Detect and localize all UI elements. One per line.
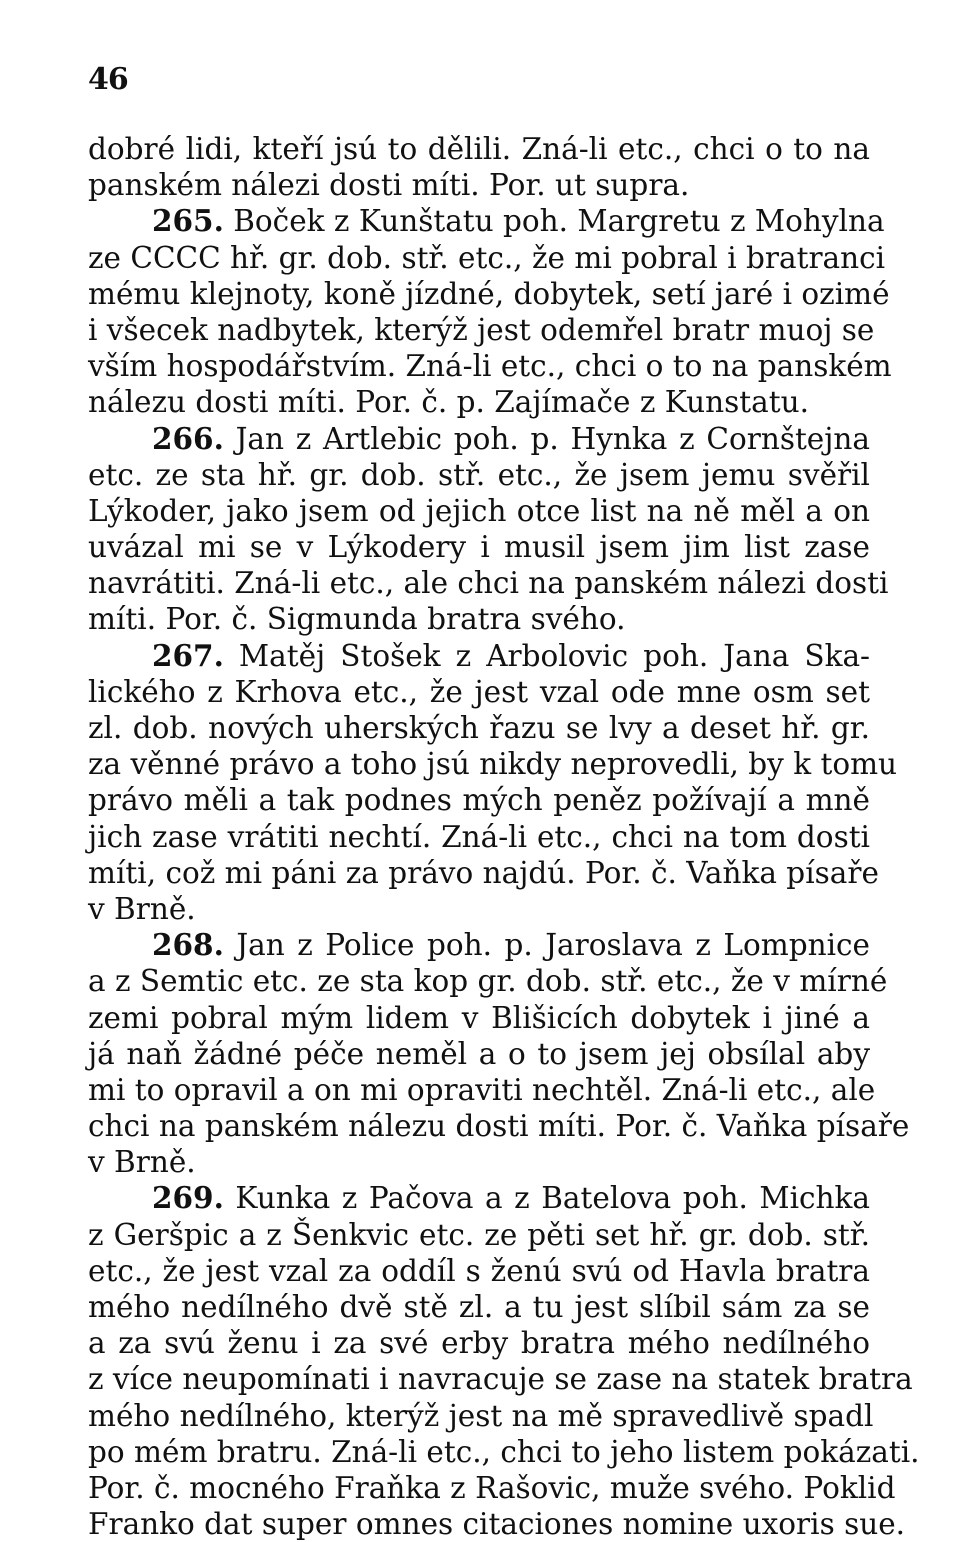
text-line (88, 529, 870, 565)
line-text: dobré lidi, kteří jsú to dělili. Zná-li etc., chci o to na (88, 132, 870, 166)
entry-number: 268. (152, 927, 224, 963)
line-text: zemi pobral mým lidem v Blišicích dobytek i jiné a (88, 1000, 870, 1035)
text-line (88, 1000, 870, 1036)
text-line (88, 565, 889, 601)
text-line (88, 1434, 920, 1470)
text-line (88, 1108, 910, 1144)
text-line (88, 240, 886, 276)
line-text: Matěj Stošek z Arbolovic poh. Jana Ska- (223, 638, 870, 673)
text-line (88, 493, 870, 529)
text-line (88, 1398, 874, 1434)
text-line (88, 1361, 913, 1397)
line-text: já naň žádné péče neměl a o to jsem jej obsílal aby (88, 1036, 870, 1071)
line-text: míti, což mi páni za právo najdú. Por. č. Vaňka písaře (88, 855, 879, 890)
line-text: mého nedílného, kterýž jest na mě spravedlivě spadl (88, 1398, 874, 1433)
line-text: v Brně. (88, 1145, 196, 1180)
text-line (88, 312, 875, 348)
text-line (88, 1289, 870, 1325)
text-line (88, 891, 870, 927)
line-text: etc., že jest vzal za oddíl s ženú svú od Havla bratra (88, 1253, 870, 1288)
text-line (88, 782, 870, 818)
line-text: z Geršpic a z Šenkvic etc. ze pěti set hř. gr. dob. stř. (88, 1217, 870, 1252)
entry-number: 265. (152, 203, 224, 239)
entry-first-line (88, 638, 870, 674)
entry-number: 269. (152, 1180, 224, 1216)
line-text: panském nálezi dosti míti. Por. ut supra. (88, 168, 690, 203)
text-line (88, 1217, 870, 1253)
line-text: mému klejnoty, koně jízdné, dobytek, setí jaré i ozimé (88, 276, 890, 311)
line-text: ze CCCC hř. gr. dob. stř. etc., že mi pobral i bratranci (88, 240, 886, 275)
line-text: navrátiti. Zná-li etc., ale chci na panském nálezi dosti (88, 566, 889, 601)
text-line (88, 1072, 876, 1108)
text-line (88, 384, 870, 420)
line-text: nálezu dosti míti. Por. č. p. Zajímače z Kunstatu. (88, 385, 809, 420)
text-line (88, 1253, 870, 1289)
line-text: vším hospodářstvím. Zná-li etc., chci o to na panském (88, 349, 892, 384)
line-text: mého nedílného dvě stě zl. a tu jest slíbil sám za se (88, 1290, 870, 1324)
entry-number: 267. (152, 637, 224, 673)
line-text: Jan z Artlebic poh. p. Hynka z Cornštejna (223, 421, 870, 456)
line-text: a za svú ženu i za své erby bratra mého nedílného (88, 1326, 870, 1361)
line-text: po mém bratru. Zná-li etc., chci to jeho listem pokázati. (88, 1434, 920, 1469)
text-line (88, 457, 870, 493)
text-line (88, 963, 888, 999)
text-line (88, 1036, 870, 1072)
page-number: 46 (88, 62, 128, 97)
line-text: jich zase vrátiti nechtí. Zná-li etc., chci na tom dosti (88, 819, 870, 854)
text-line (88, 1506, 906, 1542)
line-text: a z Semtic etc. ze sta kop gr. dob. stř. etc., že v mírné (88, 964, 888, 999)
text-line (88, 1325, 870, 1361)
line-text: za věnné právo a toho jsú nikdy neprovedli, by k tomu (88, 747, 898, 782)
line-text: Lýkoder, jako jsem od jejich otce list na ně měl a on (88, 493, 870, 528)
line-text: uvázal mi se v Lýkodery i musil jsem jim list zase (88, 530, 870, 565)
line-text: z více neupomínati i navracuje se zase na statek bratra (88, 1362, 913, 1397)
line-text: Franko dat super omnes citaciones nomine uxoris sue. (88, 1507, 906, 1542)
text-line (88, 746, 898, 782)
text-line (88, 1470, 896, 1506)
line-text: Boček z Kunštatu poh. Margretu z Mohylna (223, 204, 885, 239)
line-text: právo měli a tak podnes mých peněz požívají a mně (88, 783, 870, 818)
line-text: etc. ze sta hř. gr. dob. stř. etc., že jsem jemu svěřil (88, 457, 870, 492)
text-line (88, 167, 870, 203)
entry-first-line (88, 927, 870, 963)
text-line (88, 276, 890, 312)
line-text: i všecek nadbytek, kterýž jest odemřel bratr muoj se (88, 312, 875, 347)
text-line (88, 131, 870, 167)
line-text: Por. č. mocného Fraňka z Rašovic, muže svého. Poklid (88, 1470, 896, 1505)
line-text: Kunka z Pačova a z Batelova poh. Michka (223, 1181, 870, 1216)
entry-first-line (88, 203, 885, 239)
text-line (88, 1144, 870, 1180)
entry-first-line (88, 1180, 870, 1216)
line-text: míti. Por. č. Sigmunda bratra svého. (88, 602, 626, 637)
text-line (88, 710, 870, 746)
entry-number: 266. (152, 420, 224, 456)
text-line (88, 855, 879, 891)
line-text: lického z Krhova etc., že jest vzal ode mne osm set (88, 674, 870, 709)
text-line (88, 348, 892, 384)
line-text: chci na panském nálezu dosti míti. Por. č. Vaňka písaře (88, 1109, 910, 1144)
text-line (88, 674, 870, 710)
line-text: zl. dob. nových uherských řazu se lvy a deset hř. gr. (88, 711, 870, 745)
line-text: v Brně. (88, 891, 196, 926)
line-text: mi to opravil a on mi opraviti nechtěl. Zná-li etc., ale (88, 1072, 876, 1107)
text-line (88, 819, 870, 855)
text-line (88, 601, 870, 637)
line-text: Jan z Police poh. p. Jaroslava z Lompnice (223, 928, 870, 963)
text-body (88, 131, 920, 1542)
entry-first-line (88, 421, 870, 457)
